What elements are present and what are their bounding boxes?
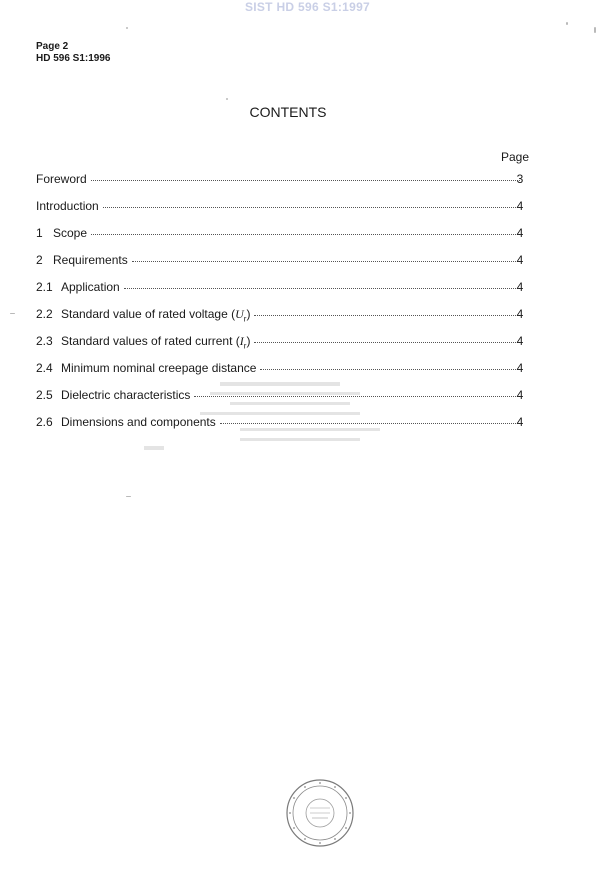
dot-leader <box>91 179 520 181</box>
dot-leader <box>260 368 520 370</box>
toc-entry-title: Scope <box>53 226 88 240</box>
scan-speck <box>10 313 15 314</box>
dot-leader <box>124 287 520 289</box>
page-header <box>36 41 111 65</box>
toc-entry-title: Dielectric characteristics <box>61 388 191 402</box>
dot-leader <box>254 341 520 343</box>
toc-entry-scope[interactable] <box>36 226 526 242</box>
toc-entry-page: 4 <box>516 307 524 321</box>
toc-entry-page: 3 <box>516 172 524 186</box>
toc-entry-title: Requirements <box>53 253 128 267</box>
toc-entry-page: 4 <box>516 334 524 348</box>
toc-entry-creepage-distance[interactable] <box>36 361 526 377</box>
toc-entry-title: Standard values of rated current $(I_r)$ <box>61 334 251 351</box>
toc-entry-page: 4 <box>516 253 524 267</box>
rated-current-symbol: I <box>239 334 244 348</box>
scan-speck <box>226 98 228 100</box>
document-reference: HD 596 S1:1996 <box>36 53 111 64</box>
official-seal-stamp <box>285 778 355 848</box>
dot-leader <box>254 314 520 316</box>
rated-current-subscript: r <box>243 341 247 351</box>
scan-smudge <box>140 380 410 460</box>
dot-leader <box>103 206 520 208</box>
toc-entry-number: 2.3 <box>36 334 53 348</box>
scan-speck <box>566 22 568 25</box>
toc-entry-page: 4 <box>516 361 524 375</box>
toc-entry-title: Minimum nominal creepage distance <box>61 361 257 375</box>
toc-entry-number: 2.5 <box>36 388 53 402</box>
toc-entry-number: 2.2 <box>36 307 53 321</box>
toc-entry-application[interactable] <box>36 280 526 296</box>
toc-entry-number: 1 <box>36 226 43 240</box>
toc-entry-requirements[interactable] <box>36 253 526 269</box>
toc-entry-introduction[interactable] <box>36 199 526 215</box>
toc-entry-rated-current[interactable] <box>36 334 526 350</box>
toc-entry-title: Application <box>61 280 120 294</box>
dot-leader <box>91 233 520 235</box>
rated-voltage-symbol: U <box>235 307 244 321</box>
toc-entry-foreword[interactable] <box>36 172 526 188</box>
page-column-heading: Page <box>501 150 530 164</box>
document-watermark: SIST HD 596 S1:1997 <box>244 0 371 14</box>
toc-entry-number: 2.4 <box>36 361 53 375</box>
toc-entry-number: 2 <box>36 253 43 267</box>
page-number: Page 2 <box>36 41 69 52</box>
scan-speck <box>126 496 131 497</box>
toc-entry-page: 4 <box>516 280 524 294</box>
toc-entry-number: 2.1 <box>36 280 53 294</box>
toc-entry-title: Dimensions and components <box>61 415 216 429</box>
toc-entry-page: 4 <box>516 199 524 213</box>
toc-entry-title: Foreword <box>36 172 87 186</box>
scan-speck <box>594 27 596 33</box>
toc-entry-title: Standard value of rated voltage $(U_r)$ <box>61 307 251 324</box>
toc-entry-page: 4 <box>516 226 524 240</box>
toc-entry-title: Introduction <box>36 199 99 213</box>
toc-entry-number: 2.6 <box>36 415 53 429</box>
scan-speck <box>126 27 128 29</box>
toc-entry-page: 4 <box>516 415 524 429</box>
dot-leader <box>132 260 520 262</box>
rated-voltage-subscript: r <box>243 314 247 324</box>
toc-entry-page: 4 <box>516 388 524 402</box>
toc-entry-rated-voltage[interactable] <box>36 307 526 323</box>
contents-title: CONTENTS <box>249 104 327 120</box>
